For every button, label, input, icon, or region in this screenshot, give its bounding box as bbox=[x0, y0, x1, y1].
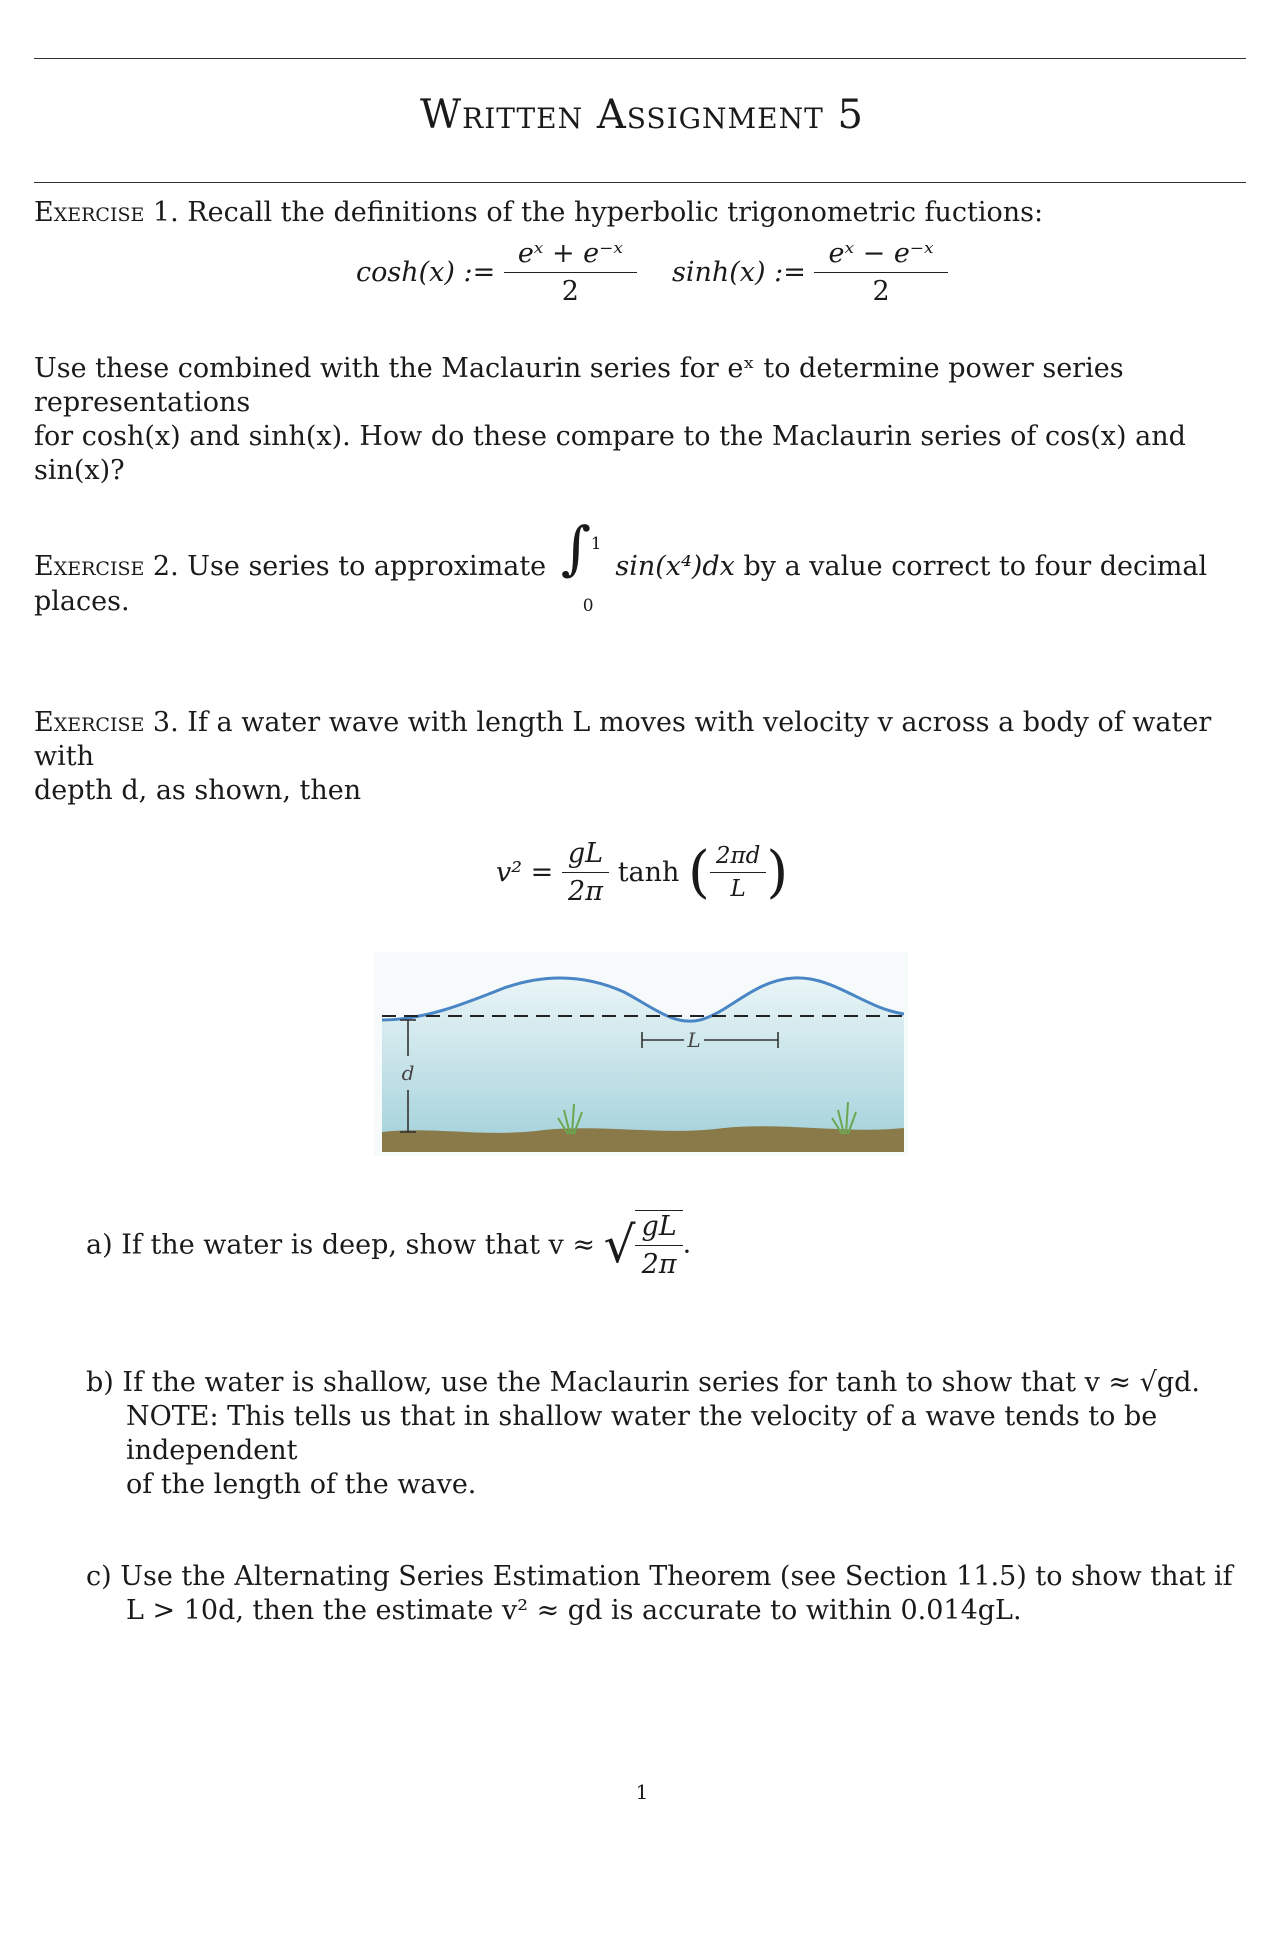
integral-sign: ∫ bbox=[560, 513, 591, 582]
cosh-definition bbox=[356, 238, 637, 307]
part-b-line-3: of the length of the wave. bbox=[126, 1469, 477, 1500]
exercise-3-line-2: depth d, as shown, then bbox=[34, 775, 362, 806]
part-b bbox=[86, 1366, 1246, 1502]
part-a-denominator: 2π bbox=[641, 1249, 677, 1280]
sinh-denominator: 2 bbox=[872, 276, 890, 307]
integral-upper-limit: 1 bbox=[590, 533, 602, 554]
page-title: Written Assignment 5 bbox=[420, 92, 864, 138]
exercise-1-body-line-1: Use these combined with the Maclaurin series for eˣ to determine power series representations bbox=[34, 353, 1124, 418]
exercise-1-body-line-2: for cosh(x) and sinh(x). How do these compare to the Maclaurin series of cos(x) and sin(x)? bbox=[34, 421, 1186, 486]
part-c-line-2: L > 10d, then the estimate v² ≈ gd is accurate to within 0.014gL. bbox=[126, 1595, 1022, 1626]
exercise-3-intro bbox=[34, 706, 1248, 808]
depth-label: d bbox=[401, 1061, 415, 1085]
equation-numerator: gL bbox=[562, 838, 609, 873]
page-number: 1 bbox=[635, 1780, 649, 1804]
exercise-1-intro-text: Recall the definitions of the hyperbolic trigonometric fuctions: bbox=[187, 197, 1044, 228]
top-rule bbox=[34, 58, 1246, 59]
title-underline-rule bbox=[34, 182, 1246, 183]
part-b-line-1: b) If the water is shallow, use the Maclaurin series for tanh to show that v ≈ √gd. bbox=[86, 1367, 1200, 1398]
tanh-argument-numerator: 2πd bbox=[710, 843, 766, 873]
exercise-3-line-1-text: If a water wave with length L moves with velocity v across a body of water with bbox=[34, 707, 1212, 772]
part-a-fraction bbox=[635, 1210, 682, 1280]
exercise-3-label: Exercise 3. bbox=[34, 707, 179, 738]
wave-velocity-equation bbox=[496, 838, 788, 907]
exercise-2-post-text: by a value correct to four decimal places. bbox=[34, 551, 1208, 617]
part-a-text: a) If the water is deep, show that v ≈ bbox=[86, 1229, 595, 1261]
exercise-2-label: Exercise 2. bbox=[34, 551, 179, 582]
tanh-argument-fraction bbox=[710, 843, 766, 902]
exercise-3-line-1 bbox=[34, 706, 1248, 774]
equation-lhs: v² = bbox=[496, 857, 554, 888]
sinh-fraction bbox=[814, 238, 947, 307]
wavelength-label: L bbox=[687, 1028, 701, 1052]
part-a-sqrt: √ $\frac{gL}{2\pi}$ . bbox=[603, 1211, 692, 1280]
left-paren: ( bbox=[688, 840, 710, 905]
exercise-1-label: Exercise 1. bbox=[34, 197, 179, 228]
tanh-argument-denominator: L bbox=[730, 876, 746, 902]
integral-expression bbox=[555, 513, 607, 616]
integral-lower-limit: 0 bbox=[582, 595, 594, 616]
sinh-numerator: eˣ − e⁻ˣ bbox=[814, 238, 947, 273]
sinh-definition bbox=[672, 238, 948, 307]
equation-fraction bbox=[562, 838, 609, 907]
cosh-lhs: cosh(x) := bbox=[356, 257, 496, 288]
equation-function: tanh bbox=[617, 857, 680, 888]
part-a-numerator: gL bbox=[635, 1211, 682, 1246]
equation-denominator: 2π bbox=[568, 876, 603, 907]
part-a bbox=[86, 1210, 691, 1280]
water-wave-figure bbox=[374, 952, 908, 1156]
exercise-2 bbox=[34, 513, 1248, 619]
exercise-1-intro bbox=[34, 196, 1248, 230]
cosh-numerator: eˣ + e⁻ˣ bbox=[504, 238, 637, 273]
part-c bbox=[86, 1560, 1246, 1628]
cosh-denominator: 2 bbox=[561, 276, 579, 307]
part-b-line-2: NOTE: This tells us that in shallow water the velocity of a wave tends to be independent bbox=[126, 1401, 1158, 1466]
exercise-2-pre-text: Use series to approximate bbox=[187, 551, 547, 582]
integrand: sin(x⁴)dx bbox=[615, 551, 735, 582]
radical-sign: √ bbox=[603, 1216, 636, 1274]
exercise-1-body bbox=[34, 352, 1248, 488]
right-paren: ) bbox=[766, 840, 789, 905]
sinh-lhs: sinh(x) := bbox=[672, 257, 806, 288]
cosh-fraction bbox=[504, 238, 637, 307]
part-c-line-1: c) Use the Alternating Series Estimation Theorem (see Section 11.5) to show that if bbox=[86, 1561, 1233, 1592]
